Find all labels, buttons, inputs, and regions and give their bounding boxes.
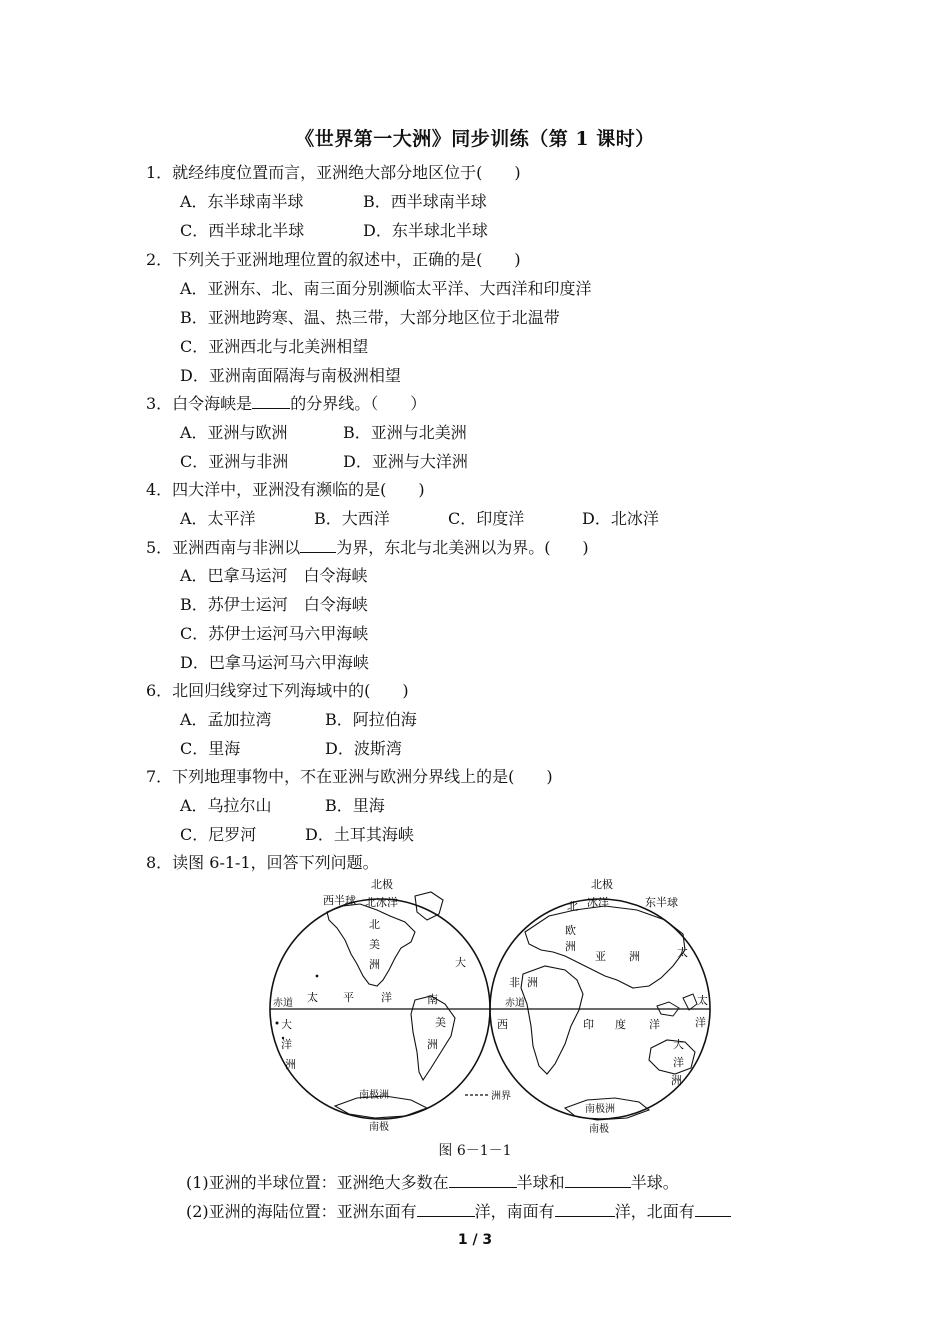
sub-question-1	[186, 1170, 679, 1193]
question-5	[146, 535, 589, 558]
label-oceania-1: 大	[281, 1018, 292, 1031]
answer-blank[interactable]	[300, 538, 336, 553]
label-arctic-ocean-west: 北冰洋	[365, 896, 398, 909]
world-hemispheres-map	[265, 876, 725, 1138]
option-d: D．巴拿马运河马六甲海峡	[180, 653, 369, 672]
label-pacific-2: 平	[343, 991, 354, 1004]
option-a: A．太平洋	[180, 509, 256, 528]
option-b: B．阿拉伯海	[325, 710, 417, 729]
question-3-stem-before: 3．白令海峡是	[146, 394, 253, 413]
label-pacific-east-2: 太	[697, 994, 708, 1007]
question-3	[146, 391, 426, 414]
label-north-pole-east: 北极	[591, 878, 613, 891]
sub-question-2-part-c: 洋，北面有	[614, 1202, 695, 1221]
option-c: C．亚洲西北与北美洲相望	[180, 337, 369, 356]
option-d: D．土耳其海峡	[305, 825, 414, 844]
label-pacific-3: 洋	[381, 991, 392, 1004]
option-c: C．印度洋	[448, 509, 525, 528]
label-antarctica-west: 南极洲	[359, 1090, 389, 1101]
label-arctic-2: 冰洋	[587, 896, 609, 909]
label-indian-1: 印	[583, 1018, 594, 1031]
answer-blank[interactable]	[695, 1202, 731, 1217]
sub-question-1-part-c: 半球。	[630, 1173, 679, 1192]
label-north-pole-west: 北极	[371, 878, 393, 891]
question-7-options-row-1	[180, 793, 385, 816]
answer-blank[interactable]	[555, 1202, 615, 1217]
answer-blank[interactable]	[449, 1173, 517, 1188]
label-south-pole-west: 南极	[369, 1122, 389, 1133]
option-b: B．苏伊士运河 白令海峡	[180, 595, 368, 614]
label-oceania-east-4: 洲	[671, 1074, 682, 1087]
question-4: 4．四大洋中，亚洲没有濒临的是( )	[146, 480, 425, 499]
figure-caption: 图 6－1－1	[438, 1143, 512, 1159]
option-b: B．西半球南半球	[363, 192, 487, 211]
label-pacific-1: 太	[307, 991, 318, 1004]
eurasia-outline	[525, 906, 685, 988]
label-europe-2: 洲	[565, 940, 576, 953]
question-5-stem-before: 5．亚洲西南与非洲以	[146, 538, 301, 557]
question-5-stem-after: 为界，东北与北美洲以为界。( )	[336, 538, 589, 557]
option-a: A．亚洲东、北、南三面分别濒临太平洋、大西洋和印度洋	[180, 279, 592, 298]
option-d: D．北冰洋	[582, 509, 659, 528]
option-b: B．大西洋	[314, 509, 390, 528]
question-3-stem-after: 的分界线。（ ）	[290, 394, 427, 413]
question-1-options-row-1	[180, 189, 487, 212]
label-south-america-2: 美	[435, 1016, 446, 1029]
sub-question-2-part-b: 洋，南面有	[474, 1202, 555, 1221]
label-arctic-1: 北	[567, 900, 578, 913]
question-3-options-row-2	[180, 449, 468, 472]
option-d: D．波斯湾	[325, 739, 402, 758]
legend-continent-boundary	[465, 1089, 511, 1102]
label-north-america-1: 北	[369, 918, 380, 931]
option-c: C．亚洲与非洲	[180, 452, 289, 471]
sub-question-2	[186, 1199, 731, 1222]
eastern-hemisphere	[490, 877, 710, 1135]
option-c: C．里海	[180, 739, 241, 758]
legend-label: 洲界	[491, 1091, 511, 1102]
answer-blank[interactable]	[252, 394, 290, 409]
question-1: 1．就经纬度位置而言，亚洲绝大部分地区位于( )	[146, 163, 521, 182]
label-antarctica-east: 南极洲	[585, 1104, 615, 1115]
label-western-hemisphere: 西半球	[323, 894, 356, 907]
label-south-america-3: 洲	[427, 1038, 438, 1051]
option-b: B．亚洲与北美洲	[343, 423, 467, 442]
western-hemisphere	[270, 877, 490, 1133]
label-oceania-2: 洋	[281, 1038, 292, 1051]
question-7-options-row-2	[180, 822, 414, 845]
page-number: 1 / 3	[457, 1232, 493, 1248]
option-a: A．亚洲与欧洲	[180, 423, 288, 442]
label-north-america-2: 美	[369, 938, 380, 951]
question-6-options-row-1	[180, 707, 417, 730]
label-oceania-east-3: 洋	[673, 1056, 684, 1069]
option-a: A．巴拿马运河 白令海峡	[180, 566, 368, 585]
question-2: 2．下列关于亚洲地理位置的叙述中，正确的是( )	[146, 250, 521, 269]
label-africa-1: 非	[509, 976, 520, 989]
label-atlantic-east: 西	[497, 1018, 508, 1031]
option-a: A．孟加拉湾	[180, 710, 272, 729]
label-south-america-1: 南	[427, 993, 438, 1006]
label-equator-west: 赤道	[273, 998, 293, 1009]
option-d: D．东半球北半球	[363, 221, 488, 240]
answer-blank[interactable]	[565, 1173, 631, 1188]
option-a: A．乌拉尔山	[180, 796, 272, 815]
answer-blank[interactable]	[417, 1202, 475, 1217]
label-pacific-east-1: 太	[677, 946, 688, 959]
label-europe-1: 欧	[565, 924, 576, 937]
label-equator-east: 赤道	[505, 998, 525, 1009]
question-3-options-row-1	[180, 420, 467, 443]
question-6-options-row-2	[180, 736, 402, 759]
question-8: 8．读图 6-1-1，回答下列问题。	[146, 853, 379, 872]
label-south-pole-east: 南极	[589, 1124, 609, 1135]
page-title: 《世界第一大洲》同步训练（第 1 课时）	[295, 128, 655, 150]
label-asia-1: 亚	[595, 950, 606, 963]
option-b: B．里海	[325, 796, 385, 815]
option-c: C．苏伊士运河马六甲海峡	[180, 624, 369, 643]
label-eastern-hemisphere: 东半球	[645, 896, 678, 909]
australia-outline	[649, 1040, 695, 1074]
sub-question-1-part-b: 半球和	[516, 1173, 565, 1192]
label-indian-3: 洋	[649, 1018, 660, 1031]
option-a: A．东半球南半球	[180, 192, 304, 211]
question-4-options	[180, 506, 659, 529]
option-d: D．亚洲南面隔海与南极洲相望	[180, 366, 401, 385]
label-oceania-east-2: 大	[673, 1038, 684, 1051]
question-1-options-row-2	[180, 218, 488, 241]
sub-question-1-part-a: (1)亚洲的半球位置：亚洲绝大多数在	[186, 1173, 449, 1192]
option-c: C．西半球北半球	[180, 221, 305, 240]
question-7: 7．下列地理事物中，不在亚洲与欧洲分界线上的是( )	[146, 767, 553, 786]
option-d: D．亚洲与大洋洲	[343, 452, 468, 471]
label-asia-2: 洲	[629, 950, 640, 963]
label-oceania-east-1: 洋	[695, 1016, 706, 1029]
option-c: C．尼罗河	[180, 825, 257, 844]
label-atlantic-1: 大	[455, 956, 466, 969]
question-6: 6．北回归线穿过下列海域中的( )	[146, 681, 409, 700]
label-north-america-3: 洲	[369, 958, 380, 971]
option-b: B．亚洲地跨寒、温、热三带，大部分地区位于北温带	[180, 308, 560, 327]
label-oceania-3: 洲	[285, 1058, 296, 1071]
sub-question-2-part-a: (2)亚洲的海陆位置：亚洲东面有	[186, 1202, 417, 1221]
label-africa-2: 洲	[527, 976, 538, 989]
label-indian-2: 度	[615, 1018, 626, 1031]
